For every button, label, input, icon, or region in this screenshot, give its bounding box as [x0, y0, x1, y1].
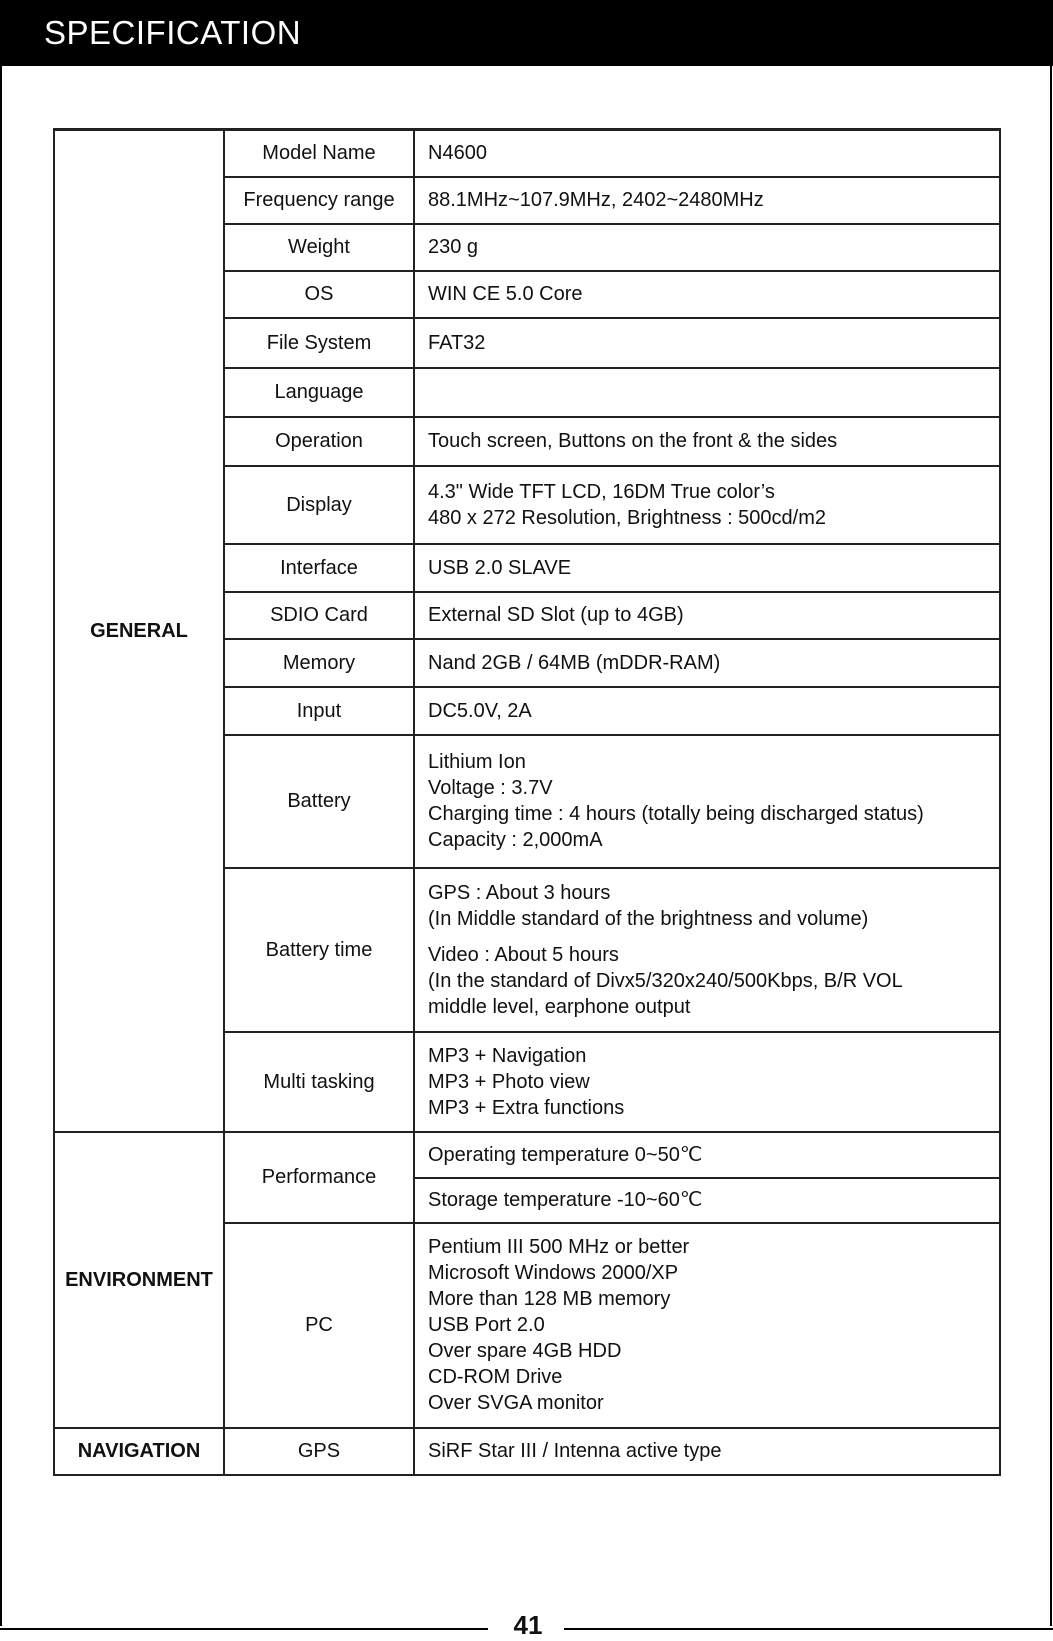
battery-time-line: GPS : About 3 hours — [428, 881, 611, 904]
display-line: 480 x 272 Resolution, Brightness : 500cd/m2 — [428, 506, 827, 529]
value-display — [414, 466, 1000, 544]
value-language — [414, 368, 1000, 417]
footer-rule-left — [0, 1628, 488, 1630]
footer-rule-right — [564, 1628, 1053, 1630]
page-frame-right — [1050, 66, 1052, 1626]
multi-tasking-line: MP3 + Extra functions — [428, 1096, 625, 1119]
label-interface: Interface — [224, 544, 414, 592]
label-operation: Operation — [224, 417, 414, 466]
label-battery-time: Battery time — [224, 868, 414, 1032]
label-file-system: File System — [224, 318, 414, 368]
multi-tasking-line: MP3 + Photo view — [428, 1070, 590, 1093]
pc-line: Microsoft Windows 2000/XP — [428, 1262, 679, 1284]
battery-line: Voltage : 3.7V — [428, 777, 553, 799]
page-number: 41 — [513, 1610, 543, 1640]
value-sdio-card: External SD Slot (up to 4GB) — [414, 592, 1000, 639]
value-operation: Touch screen, Buttons on the front & the sides — [414, 417, 1000, 466]
pc-line: More than 128 MB memory — [428, 1288, 671, 1310]
value-file-system: FAT32 — [414, 318, 1000, 368]
value-frequency-range: 88.1MHz~107.9MHz, 2402~2480MHz — [414, 177, 1000, 224]
label-display: Display — [224, 466, 414, 544]
page-header — [0, 0, 1053, 66]
label-weight: Weight — [224, 224, 414, 271]
label-battery: Battery — [224, 735, 414, 868]
value-os: WIN CE 5.0 Core — [414, 271, 1000, 318]
pc-line: Pentium III 500 MHz or better — [428, 1236, 690, 1258]
value-battery — [414, 735, 1000, 868]
battery-line: Lithium Ion — [428, 751, 526, 773]
value-operating-temperature: Operating temperature 0~50℃ — [414, 1132, 1000, 1178]
display-line: 4.3" Wide TFT LCD, 16DM True color’s — [428, 480, 775, 503]
table-row — [54, 130, 1000, 177]
label-input: Input — [224, 687, 414, 735]
pc-line: Over spare 4GB HDD — [428, 1340, 622, 1362]
label-memory: Memory — [224, 639, 414, 687]
battery-line: Charging time : 4 hours (totally being discharged status) — [428, 803, 924, 825]
value-battery-time — [414, 868, 1000, 1032]
pc-line: USB Port 2.0 — [428, 1314, 545, 1336]
section-general: GENERAL — [54, 130, 224, 1132]
value-weight: 230 g — [414, 224, 1000, 271]
section-navigation: NAVIGATION — [54, 1428, 224, 1475]
label-multi-tasking: Multi tasking — [224, 1032, 414, 1132]
label-sdio-card: SDIO Card — [224, 592, 414, 639]
multi-tasking-line: MP3 + Navigation — [428, 1044, 587, 1067]
page-frame-left — [0, 66, 2, 1626]
value-pc — [414, 1223, 1000, 1428]
value-gps: SiRF Star III / Intenna active type — [414, 1428, 1000, 1475]
pc-line: Over SVGA monitor — [428, 1392, 604, 1414]
battery-time-line: Video : About 5 hours — [428, 943, 619, 966]
label-model-name: Model Name — [224, 130, 414, 177]
table-row — [54, 1428, 1000, 1475]
value-memory: Nand 2GB / 64MB (mDDR-RAM) — [414, 639, 1000, 687]
label-gps: GPS — [224, 1428, 414, 1475]
section-environment: ENVIRONMENT — [54, 1132, 224, 1428]
battery-time-line: (In the standard of Divx5/320x240/500Kbps, B/R VOL — [428, 969, 903, 992]
specification-table — [53, 128, 1001, 1476]
value-model-name: N4600 — [414, 130, 1000, 177]
battery-line: Capacity : 2,000mA — [428, 829, 603, 851]
label-performance: Performance — [224, 1132, 414, 1223]
battery-time-line: (In Middle standard of the brightness and volume) — [428, 907, 869, 930]
value-input: DC5.0V, 2A — [414, 687, 1000, 735]
value-interface: USB 2.0 SLAVE — [414, 544, 1000, 592]
table-row — [54, 1132, 1000, 1178]
battery-time-gap — [428, 932, 999, 942]
label-frequency-range: Frequency range — [224, 177, 414, 224]
value-multi-tasking — [414, 1032, 1000, 1132]
pc-line: CD-ROM Drive — [428, 1366, 563, 1388]
page-title: SPECIFICATION — [44, 14, 302, 51]
label-language: Language — [224, 368, 414, 417]
label-pc: PC — [224, 1223, 414, 1428]
label-os: OS — [224, 271, 414, 318]
battery-time-line: middle level, earphone output — [428, 995, 691, 1018]
value-storage-temperature: Storage temperature -10~60℃ — [414, 1178, 1000, 1223]
